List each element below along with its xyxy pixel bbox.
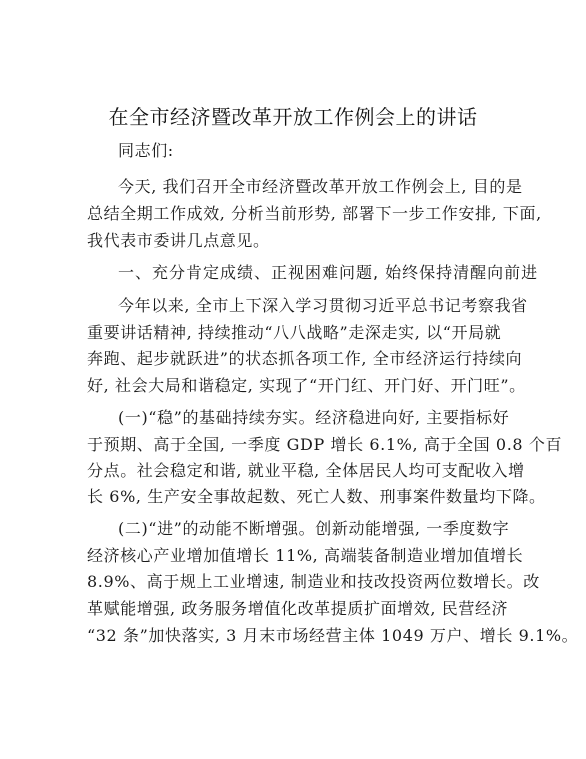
paragraph-line: 今年以来, 全市上下深入学习贯彻习近平总书记考察我省 [118,296,528,315]
paragraph-line: 革赋能增强, 政务服务增值化改革提质扩面增效, 民营经济 [87,599,509,618]
paragraph-line: (一)“稳”的基础持续夯实。经济稳进向好, 主要指标好 [118,408,510,427]
paragraph-line: 奔跑、起步就跃进”的状态抓各项工作, 全市经济运行持续向 [87,349,523,368]
paragraph-line: 长 6%, 生产安全事故起数、死亡人数、刑事案件数量均下降。 [87,487,546,506]
paragraph-line: 总结全期工作成效, 分析当前形势, 部署下一步工作安排, 下面, [87,204,542,223]
paragraph-line: “32 条”加快落实, 3 月末市场经营主体 1049 万户、增长 9.1%。 [87,626,579,645]
paragraph-line: (二)“进”的动能不断增强。创新动能增强, 一季度数字 [118,519,510,538]
paragraph-line: 重要讲话精神, 持续推动“八八战略”走深走实, 以“开局就 [87,323,502,342]
paragraph-line: 今天, 我们召开全市经济暨改革开放工作例会上, 目的是 [118,177,523,196]
document-title: 在全市经济暨改革开放工作例会上的讲话 [108,105,478,129]
paragraph-line: 8.9%、高于规上工业增速, 制造业和技改投资两位数增长。改 [87,572,540,591]
paragraph-line: 经济核心产业增加值增长 11%, 高端装备制造业增加值增长 [87,546,524,565]
section-heading: 一、充分肯定成绩、正视困难问题, 始终保持清醒向前进 [118,263,539,282]
salutation: 同志们: [118,141,174,160]
paragraph-line: 我代表市委讲几点意见。 [87,231,270,250]
paragraph-line: 于预期、高于全国, 一季度 GDP 增长 6.1%, 高于全国 0.8 个百 [87,435,563,454]
paragraph-line: 分点。社会稳定和谐, 就业平稳, 全体居民人均可支配收入增 [87,461,525,480]
paragraph-line: 好, 社会大局和谐稳定, 实现了“开门红、开门好、开门旺”。 [87,376,526,395]
